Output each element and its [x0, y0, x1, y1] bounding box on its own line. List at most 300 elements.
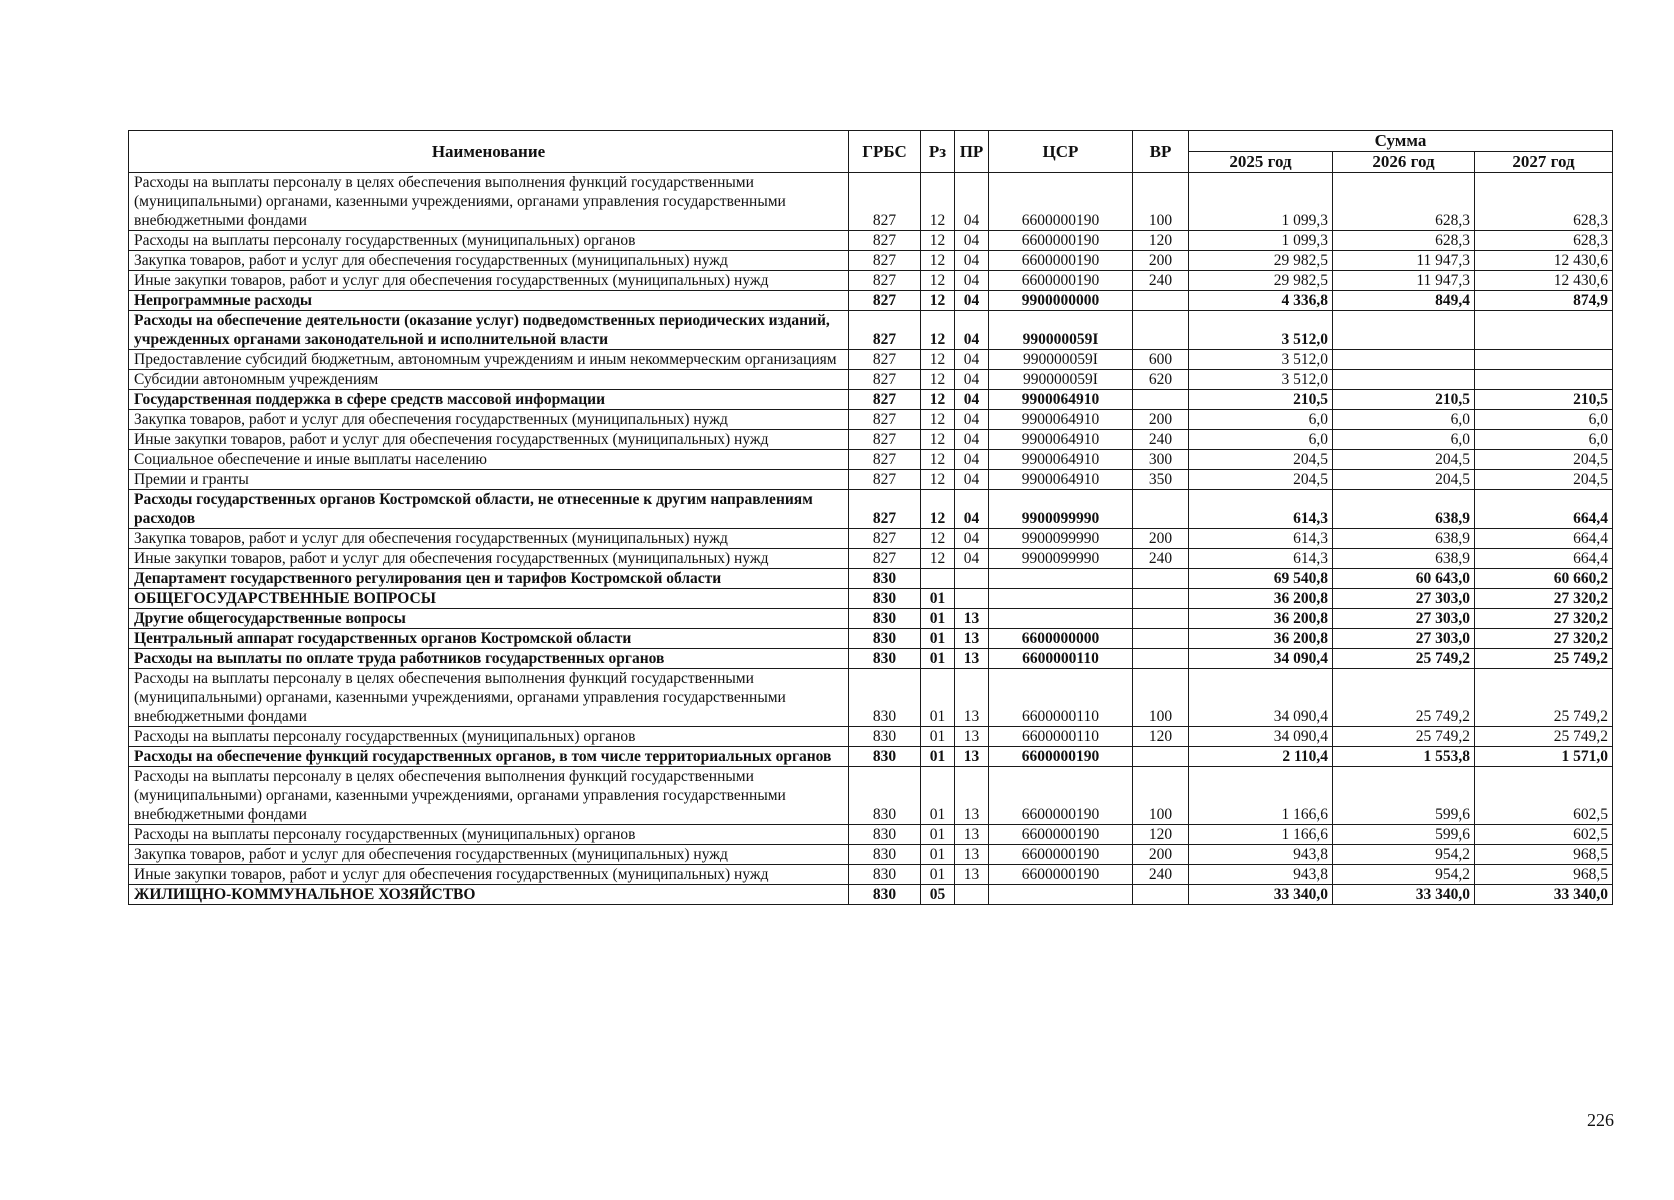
- cell-name: Закупка товаров, работ и услуг для обеспечения государственных (муниципальных) нужд: [129, 410, 849, 430]
- cell-pr: 13: [955, 609, 989, 629]
- header-year-2026: 2026 год: [1333, 152, 1475, 173]
- cell-vr: 100: [1133, 173, 1189, 231]
- cell-2026: 6,0: [1333, 410, 1475, 430]
- cell-name: Иные закупки товаров, работ и услуг для обеспечения государственных (муниципальных) нужд: [129, 430, 849, 450]
- header-year-2027: 2027 год: [1475, 152, 1613, 173]
- cell-csr: 6600000190: [989, 251, 1133, 271]
- cell-csr: 6600000190: [989, 865, 1133, 885]
- table-body: [129, 173, 1613, 905]
- cell-name: Расходы на выплаты по оплате труда работников государственных органов: [129, 649, 849, 669]
- cell-2026: [1333, 350, 1475, 370]
- cell-grbs: 830: [849, 767, 921, 825]
- cell-pr: 13: [955, 845, 989, 865]
- cell-2025: 34 090,4: [1189, 727, 1333, 747]
- cell-vr: 120: [1133, 231, 1189, 251]
- cell-2026: 210,5: [1333, 390, 1475, 410]
- cell-vr: [1133, 649, 1189, 669]
- cell-2025: 614,3: [1189, 529, 1333, 549]
- cell-vr: [1133, 291, 1189, 311]
- cell-csr: 990000059I: [989, 311, 1133, 350]
- cell-rz: 12: [921, 430, 955, 450]
- table-row: [129, 390, 1613, 410]
- cell-pr: 04: [955, 251, 989, 271]
- cell-csr: 9900064910: [989, 450, 1133, 470]
- cell-rz: 01: [921, 669, 955, 727]
- cell-vr: 600: [1133, 350, 1189, 370]
- cell-2026: 27 303,0: [1333, 629, 1475, 649]
- cell-2027: 210,5: [1475, 390, 1613, 410]
- cell-pr: 04: [955, 291, 989, 311]
- cell-rz: 12: [921, 311, 955, 350]
- cell-2027: [1475, 350, 1613, 370]
- cell-grbs: 830: [849, 649, 921, 669]
- header-rz: Рз: [921, 131, 955, 173]
- cell-2026: 25 749,2: [1333, 649, 1475, 669]
- table-row: [129, 549, 1613, 569]
- cell-2027: 25 749,2: [1475, 727, 1613, 747]
- cell-csr: 6600000190: [989, 747, 1133, 767]
- cell-2027: 27 320,2: [1475, 609, 1613, 629]
- cell-rz: 01: [921, 825, 955, 845]
- cell-rz: 01: [921, 589, 955, 609]
- cell-vr: 120: [1133, 727, 1189, 747]
- cell-2026: 849,4: [1333, 291, 1475, 311]
- table-row: [129, 649, 1613, 669]
- header-name: Наименование: [129, 131, 849, 173]
- header-sum: Сумма: [1189, 131, 1613, 152]
- cell-rz: 12: [921, 470, 955, 490]
- cell-name: Непрограммные расходы: [129, 291, 849, 311]
- cell-pr: 04: [955, 350, 989, 370]
- cell-rz: 12: [921, 370, 955, 390]
- table-row: [129, 470, 1613, 490]
- cell-csr: 9900099990: [989, 529, 1133, 549]
- cell-csr: 990000059I: [989, 370, 1133, 390]
- cell-grbs: 830: [849, 845, 921, 865]
- cell-vr: 350: [1133, 470, 1189, 490]
- cell-pr: 04: [955, 410, 989, 430]
- header-pr: ПР: [955, 131, 989, 173]
- cell-2027: 12 430,6: [1475, 271, 1613, 291]
- table-row: [129, 589, 1613, 609]
- cell-name: Иные закупки товаров, работ и услуг для обеспечения государственных (муниципальных) нужд: [129, 865, 849, 885]
- cell-pr: 13: [955, 825, 989, 845]
- cell-2027: 628,3: [1475, 231, 1613, 251]
- cell-pr: 04: [955, 271, 989, 291]
- cell-vr: [1133, 629, 1189, 649]
- cell-csr: 9900064910: [989, 430, 1133, 450]
- cell-pr: 13: [955, 727, 989, 747]
- cell-2026: 60 643,0: [1333, 569, 1475, 589]
- cell-rz: 12: [921, 410, 955, 430]
- cell-2025: 1 166,6: [1189, 767, 1333, 825]
- cell-name: Департамент государственного регулирования цен и тарифов Костромской области: [129, 569, 849, 589]
- cell-2025: 210,5: [1189, 390, 1333, 410]
- cell-2025: 36 200,8: [1189, 589, 1333, 609]
- cell-rz: 12: [921, 549, 955, 569]
- cell-grbs: 830: [849, 747, 921, 767]
- cell-csr: 9900099990: [989, 549, 1133, 569]
- cell-pr: [955, 569, 989, 589]
- cell-grbs: 827: [849, 549, 921, 569]
- cell-csr: 9900000000: [989, 291, 1133, 311]
- cell-2025: 1 166,6: [1189, 825, 1333, 845]
- cell-name: Другие общегосударственные вопросы: [129, 609, 849, 629]
- cell-2026: 1 553,8: [1333, 747, 1475, 767]
- table-row: [129, 845, 1613, 865]
- cell-grbs: 830: [849, 629, 921, 649]
- table-row: [129, 430, 1613, 450]
- table-row: [129, 490, 1613, 529]
- cell-2027: 27 320,2: [1475, 629, 1613, 649]
- cell-name: Субсидии автономным учреждениям: [129, 370, 849, 390]
- cell-2025: 36 200,8: [1189, 609, 1333, 629]
- cell-name: Социальное обеспечение и иные выплаты населению: [129, 450, 849, 470]
- cell-2027: 6,0: [1475, 410, 1613, 430]
- cell-grbs: 827: [849, 291, 921, 311]
- table-row: [129, 629, 1613, 649]
- cell-2026: 27 303,0: [1333, 609, 1475, 629]
- cell-2027: 12 430,6: [1475, 251, 1613, 271]
- table-row: [129, 251, 1613, 271]
- cell-2025: 2 110,4: [1189, 747, 1333, 767]
- cell-rz: 01: [921, 865, 955, 885]
- budget-table: [128, 130, 1613, 905]
- cell-2026: 27 303,0: [1333, 589, 1475, 609]
- table-row: [129, 311, 1613, 350]
- cell-csr: 6600000190: [989, 825, 1133, 845]
- cell-csr: 6600000190: [989, 767, 1133, 825]
- table-row: [129, 727, 1613, 747]
- cell-rz: 12: [921, 271, 955, 291]
- cell-grbs: 830: [849, 865, 921, 885]
- cell-csr: 6600000110: [989, 727, 1133, 747]
- table-row: [129, 370, 1613, 390]
- cell-pr: 04: [955, 490, 989, 529]
- cell-2025: 69 540,8: [1189, 569, 1333, 589]
- table-row: [129, 271, 1613, 291]
- cell-csr: [989, 589, 1133, 609]
- cell-rz: 12: [921, 291, 955, 311]
- cell-2027: 6,0: [1475, 430, 1613, 450]
- cell-rz: 01: [921, 845, 955, 865]
- cell-2026: 204,5: [1333, 450, 1475, 470]
- table-row: [129, 291, 1613, 311]
- cell-csr: 6600000190: [989, 173, 1133, 231]
- cell-name: Иные закупки товаров, работ и услуг для обеспечения государственных (муниципальных) нужд: [129, 271, 849, 291]
- cell-name: Расходы на выплаты персоналу в целях обеспечения выполнения функций государственными (муниципальными) органами, казенными учреждениями, органами управления государственными внебюджетными фондами: [129, 767, 849, 825]
- cell-2026: 204,5: [1333, 470, 1475, 490]
- cell-2027: 664,4: [1475, 490, 1613, 529]
- cell-2027: 60 660,2: [1475, 569, 1613, 589]
- cell-vr: 240: [1133, 549, 1189, 569]
- cell-2025: 614,3: [1189, 549, 1333, 569]
- cell-pr: 04: [955, 311, 989, 350]
- cell-rz: 01: [921, 747, 955, 767]
- cell-2025: 33 340,0: [1189, 885, 1333, 905]
- cell-2027: [1475, 311, 1613, 350]
- cell-vr: [1133, 490, 1189, 529]
- table-row: [129, 825, 1613, 845]
- cell-name: Расходы на выплаты персоналу государственных (муниципальных) органов: [129, 727, 849, 747]
- cell-name: Закупка товаров, работ и услуг для обеспечения государственных (муниципальных) нужд: [129, 529, 849, 549]
- cell-name: Предоставление субсидий бюджетным, автономным учреждениям и иным некоммерческим организациям: [129, 350, 849, 370]
- cell-pr: [955, 589, 989, 609]
- cell-rz: 01: [921, 609, 955, 629]
- table-row: [129, 450, 1613, 470]
- cell-2027: 628,3: [1475, 173, 1613, 231]
- cell-2025: 614,3: [1189, 490, 1333, 529]
- cell-pr: 13: [955, 767, 989, 825]
- cell-rz: 12: [921, 450, 955, 470]
- page-number: 226: [1587, 1110, 1614, 1130]
- cell-pr: 04: [955, 173, 989, 231]
- table-row: [129, 173, 1613, 231]
- cell-rz: 12: [921, 251, 955, 271]
- cell-2026: 599,6: [1333, 825, 1475, 845]
- cell-rz: 12: [921, 390, 955, 410]
- cell-pr: 13: [955, 747, 989, 767]
- header-csr: ЦСР: [989, 131, 1133, 173]
- cell-2027: 204,5: [1475, 470, 1613, 490]
- cell-name: Расходы на выплаты персоналу в целях обеспечения выполнения функций государственными (муниципальными) органами, казенными учреждениями, органами управления государственными внебюджетными фондами: [129, 669, 849, 727]
- table-row: [129, 569, 1613, 589]
- cell-pr: 04: [955, 529, 989, 549]
- cell-2026: 11 947,3: [1333, 271, 1475, 291]
- cell-vr: 240: [1133, 271, 1189, 291]
- cell-2026: 25 749,2: [1333, 669, 1475, 727]
- cell-rz: 12: [921, 490, 955, 529]
- cell-grbs: 830: [849, 609, 921, 629]
- cell-2027: [1475, 370, 1613, 390]
- cell-csr: 6600000110: [989, 669, 1133, 727]
- cell-csr: 6600000190: [989, 271, 1133, 291]
- cell-name: Расходы на выплаты персоналу государственных (муниципальных) органов: [129, 231, 849, 251]
- cell-grbs: 827: [849, 251, 921, 271]
- cell-pr: 04: [955, 549, 989, 569]
- cell-csr: 9900099990: [989, 490, 1133, 529]
- cell-csr: 6600000000: [989, 629, 1133, 649]
- cell-2027: 1 571,0: [1475, 747, 1613, 767]
- table-row: [129, 410, 1613, 430]
- cell-pr: 04: [955, 231, 989, 251]
- cell-rz: 12: [921, 350, 955, 370]
- cell-2027: 968,5: [1475, 865, 1613, 885]
- cell-pr: 13: [955, 865, 989, 885]
- cell-2025: 3 512,0: [1189, 311, 1333, 350]
- cell-2025: 3 512,0: [1189, 350, 1333, 370]
- cell-rz: 01: [921, 629, 955, 649]
- cell-csr: [989, 569, 1133, 589]
- cell-vr: 200: [1133, 251, 1189, 271]
- cell-vr: 100: [1133, 767, 1189, 825]
- cell-pr: 13: [955, 629, 989, 649]
- cell-2025: 204,5: [1189, 470, 1333, 490]
- cell-csr: 6600000110: [989, 649, 1133, 669]
- cell-rz: 01: [921, 727, 955, 747]
- header-grbs: ГРБС: [849, 131, 921, 173]
- cell-grbs: 827: [849, 173, 921, 231]
- cell-2025: 4 336,8: [1189, 291, 1333, 311]
- cell-name: ОБЩЕГОСУДАРСТВЕННЫЕ ВОПРОСЫ: [129, 589, 849, 609]
- cell-2025: 29 982,5: [1189, 271, 1333, 291]
- cell-pr: 13: [955, 649, 989, 669]
- cell-name: Государственная поддержка в сфере средств массовой информации: [129, 390, 849, 410]
- cell-rz: 12: [921, 173, 955, 231]
- cell-2027: 27 320,2: [1475, 589, 1613, 609]
- cell-name: Расходы на выплаты персоналу государственных (муниципальных) органов: [129, 825, 849, 845]
- cell-csr: 6600000190: [989, 845, 1133, 865]
- cell-2027: 664,4: [1475, 549, 1613, 569]
- cell-grbs: 830: [849, 825, 921, 845]
- table-row: [129, 747, 1613, 767]
- cell-grbs: 827: [849, 410, 921, 430]
- cell-grbs: 827: [849, 430, 921, 450]
- cell-grbs: 827: [849, 271, 921, 291]
- cell-name: Закупка товаров, работ и услуг для обеспечения государственных (муниципальных) нужд: [129, 845, 849, 865]
- cell-name: Закупка товаров, работ и услуг для обеспечения государственных (муниципальных) нужд: [129, 251, 849, 271]
- cell-2025: 6,0: [1189, 410, 1333, 430]
- cell-2027: 664,4: [1475, 529, 1613, 549]
- cell-grbs: 830: [849, 727, 921, 747]
- cell-2026: 11 947,3: [1333, 251, 1475, 271]
- cell-vr: [1133, 390, 1189, 410]
- cell-grbs: 827: [849, 529, 921, 549]
- cell-grbs: 830: [849, 569, 921, 589]
- cell-vr: 240: [1133, 430, 1189, 450]
- cell-2025: 34 090,4: [1189, 649, 1333, 669]
- cell-2025: 34 090,4: [1189, 669, 1333, 727]
- cell-vr: 200: [1133, 529, 1189, 549]
- cell-2026: 25 749,2: [1333, 727, 1475, 747]
- cell-csr: [989, 609, 1133, 629]
- cell-vr: 300: [1133, 450, 1189, 470]
- cell-vr: [1133, 885, 1189, 905]
- cell-2027: 874,9: [1475, 291, 1613, 311]
- cell-csr: 6600000190: [989, 231, 1133, 251]
- table-row: [129, 529, 1613, 549]
- cell-2026: 628,3: [1333, 173, 1475, 231]
- cell-2026: [1333, 370, 1475, 390]
- cell-grbs: 827: [849, 311, 921, 350]
- cell-2025: 943,8: [1189, 845, 1333, 865]
- cell-name: Центральный аппарат государственных органов Костромской области: [129, 629, 849, 649]
- cell-rz: [921, 569, 955, 589]
- cell-name: Расходы на обеспечение деятельности (оказание услуг) подведомственных периодических изданий, учрежденных органами законодательной и исполнительной власти: [129, 311, 849, 350]
- table-row: [129, 609, 1613, 629]
- cell-rz: 12: [921, 231, 955, 251]
- cell-csr: 9900064910: [989, 410, 1133, 430]
- header-vr: ВР: [1133, 131, 1189, 173]
- cell-vr: [1133, 609, 1189, 629]
- cell-name: Расходы государственных органов Костромской области, не отнесенные к другим направлениям расходов: [129, 490, 849, 529]
- cell-2027: 25 749,2: [1475, 649, 1613, 669]
- cell-grbs: 827: [849, 490, 921, 529]
- cell-grbs: 830: [849, 669, 921, 727]
- cell-vr: 200: [1133, 410, 1189, 430]
- cell-2027: 204,5: [1475, 450, 1613, 470]
- cell-2025: 943,8: [1189, 865, 1333, 885]
- cell-name: Премии и гранты: [129, 470, 849, 490]
- cell-2026: 638,9: [1333, 549, 1475, 569]
- cell-grbs: 827: [849, 470, 921, 490]
- cell-2025: 1 099,3: [1189, 231, 1333, 251]
- cell-2027: 602,5: [1475, 825, 1613, 845]
- table-row: [129, 350, 1613, 370]
- cell-2025: 3 512,0: [1189, 370, 1333, 390]
- cell-2027: 968,5: [1475, 845, 1613, 865]
- cell-name: Расходы на выплаты персоналу в целях обеспечения выполнения функций государственными (муниципальными) органами, казенными учреждениями, органами управления государственными внебюджетными фондами: [129, 173, 849, 231]
- cell-name: Иные закупки товаров, работ и услуг для обеспечения государственных (муниципальных) нужд: [129, 549, 849, 569]
- cell-pr: 04: [955, 470, 989, 490]
- cell-vr: 240: [1133, 865, 1189, 885]
- cell-csr: [989, 885, 1133, 905]
- table-row: [129, 669, 1613, 727]
- cell-pr: [955, 885, 989, 905]
- cell-2027: 602,5: [1475, 767, 1613, 825]
- cell-vr: 200: [1133, 845, 1189, 865]
- cell-2025: 204,5: [1189, 450, 1333, 470]
- cell-2026: 628,3: [1333, 231, 1475, 251]
- cell-2026: 33 340,0: [1333, 885, 1475, 905]
- cell-pr: 13: [955, 669, 989, 727]
- cell-2025: 6,0: [1189, 430, 1333, 450]
- cell-2026: 954,2: [1333, 865, 1475, 885]
- cell-rz: 01: [921, 767, 955, 825]
- cell-2026: 6,0: [1333, 430, 1475, 450]
- table-row: [129, 767, 1613, 825]
- cell-2026: 954,2: [1333, 845, 1475, 865]
- cell-pr: 04: [955, 430, 989, 450]
- cell-2026: 599,6: [1333, 767, 1475, 825]
- cell-vr: [1133, 311, 1189, 350]
- cell-grbs: 827: [849, 450, 921, 470]
- cell-2026: 638,9: [1333, 529, 1475, 549]
- table-row: [129, 885, 1613, 905]
- cell-name: ЖИЛИЩНО-КОММУНАЛЬНОЕ ХОЗЯЙСТВО: [129, 885, 849, 905]
- cell-grbs: 830: [849, 885, 921, 905]
- cell-grbs: 827: [849, 390, 921, 410]
- cell-vr: 100: [1133, 669, 1189, 727]
- cell-2025: 36 200,8: [1189, 629, 1333, 649]
- cell-vr: 120: [1133, 825, 1189, 845]
- cell-2025: 29 982,5: [1189, 251, 1333, 271]
- table-row: [129, 865, 1613, 885]
- cell-2025: 1 099,3: [1189, 173, 1333, 231]
- cell-vr: [1133, 747, 1189, 767]
- cell-2027: 33 340,0: [1475, 885, 1613, 905]
- cell-grbs: 827: [849, 370, 921, 390]
- cell-pr: 04: [955, 390, 989, 410]
- cell-rz: 12: [921, 529, 955, 549]
- cell-pr: 04: [955, 450, 989, 470]
- header-year-2025: 2025 год: [1189, 152, 1333, 173]
- cell-csr: 9900064910: [989, 470, 1133, 490]
- cell-2026: 638,9: [1333, 490, 1475, 529]
- cell-grbs: 827: [849, 231, 921, 251]
- cell-rz: 05: [921, 885, 955, 905]
- cell-grbs: 827: [849, 350, 921, 370]
- cell-csr: 990000059I: [989, 350, 1133, 370]
- cell-rz: 01: [921, 649, 955, 669]
- cell-vr: 620: [1133, 370, 1189, 390]
- cell-vr: [1133, 569, 1189, 589]
- cell-2026: [1333, 311, 1475, 350]
- cell-pr: 04: [955, 370, 989, 390]
- cell-vr: [1133, 589, 1189, 609]
- cell-name: Расходы на обеспечение функций государственных органов, в том числе территориальных органов: [129, 747, 849, 767]
- cell-grbs: 830: [849, 589, 921, 609]
